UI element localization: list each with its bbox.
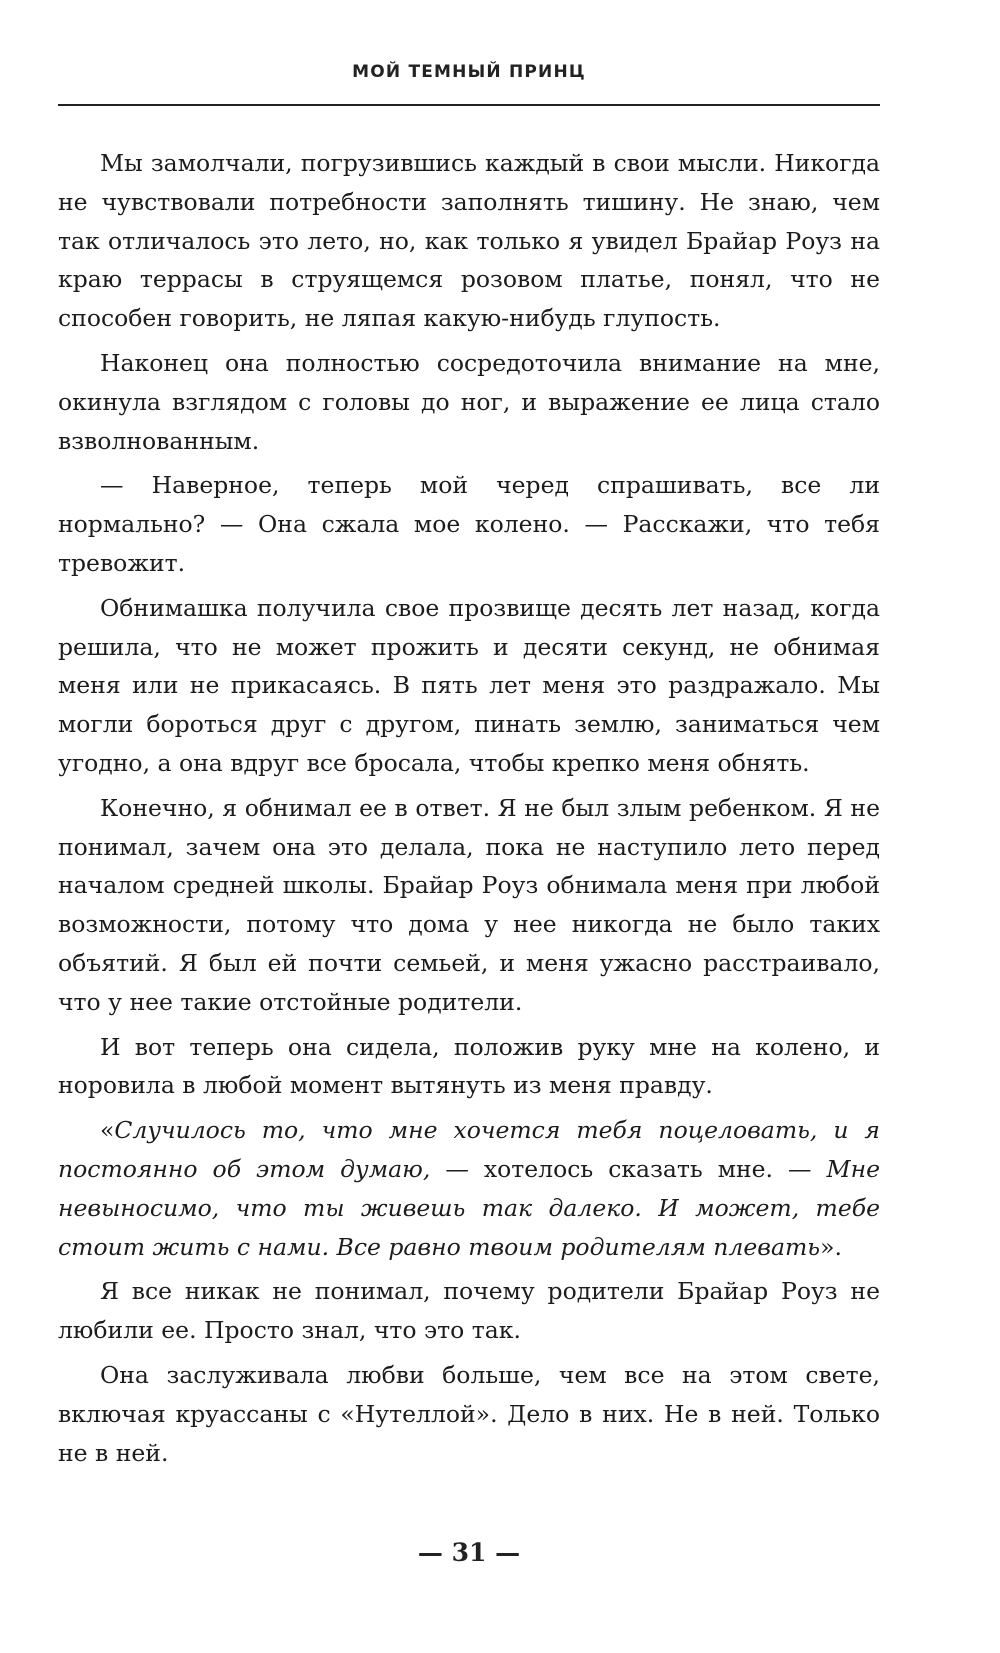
paragraph: Я все никак не понимал, почему родители Брайар Роуз не любили ее. Просто знал, что это так.	[58, 1277, 880, 1345]
paragraph: Мы замолчали, погрузившись каждый в свои мысли. Никогда не чувствовали потребности заполнять тишину. Не знаю, чем так отличалось это лето, но, как только я увидел Брайар Роуз на краю террасы в струящемся розовом платье, понял, что не способен говорить, не ляпая какую-нибудь глупость.	[58, 149, 880, 333]
paragraph: Она заслуживала любви больше, чем все на этом свете, включая круассаны с «Нутеллой». Дело в них. Не в ней. Только не в ней.	[58, 1360, 880, 1467]
page-number: — 31 —	[417, 1538, 521, 1567]
body-text	[58, 144, 880, 1472]
thought-italic-1: Случилось то, что мне хочется тебя поцеловать, и я постоянно об этом думаю,	[58, 1116, 880, 1183]
thought-italic-2: Мне невыносимо, что ты живешь так далеко. И может, тебе стоит жить с нами. Все равно твоим родителям плевать	[58, 1154, 880, 1261]
thought-narration: — хотелось сказать мне. —	[430, 1154, 827, 1183]
quote-open-mark: «	[100, 1116, 115, 1145]
dialogue-paragraph: — Наверное, теперь мой черед спрашивать, все ли нормально? — Она сжала мое колено. — Расскажи, что тебя тревожит.	[58, 471, 880, 577]
inner-thought-paragraph	[58, 1111, 880, 1266]
paragraph: И вот теперь она сидела, положив руку мне на колено, и норовила в любой момент вытянуть из меня правду.	[58, 1032, 880, 1100]
header-rule	[58, 104, 880, 106]
paragraph: Конечно, я обнимал ее в ответ. Я не был злым ребенком. Я не понимал, зачем она это делала, пока не наступило лето перед началом средней школы. Брайар Роуз обнимала меня при любой возможности, потому что дома у нее никогда не было таких объятий. Я был ей почти семьей, и меня ужасно расстраивало, что у нее такие отстойные родители.	[58, 793, 880, 1016]
quote-close-mark: ».	[820, 1232, 842, 1261]
paragraph: Обнимашка получила свое прозвище десять лет назад, когда решила, что не может прожить и десяти секунд, не обнимая меня или не прикасаясь. В пять лет меня это раздражало. Мы могли бороться друг с другом, пинать землю, заниматься чем угодно, а она вдруг все бросала, чтобы крепко меня обнять.	[58, 593, 880, 777]
paragraph: Наконец она полностью сосредоточила внимание на мне, окинула взглядом с головы до ног, и выражение ее лица стало взволнованным.	[58, 348, 880, 455]
running-title: МОЙ ТЕМНЫЙ ПРИНЦ	[352, 62, 586, 82]
